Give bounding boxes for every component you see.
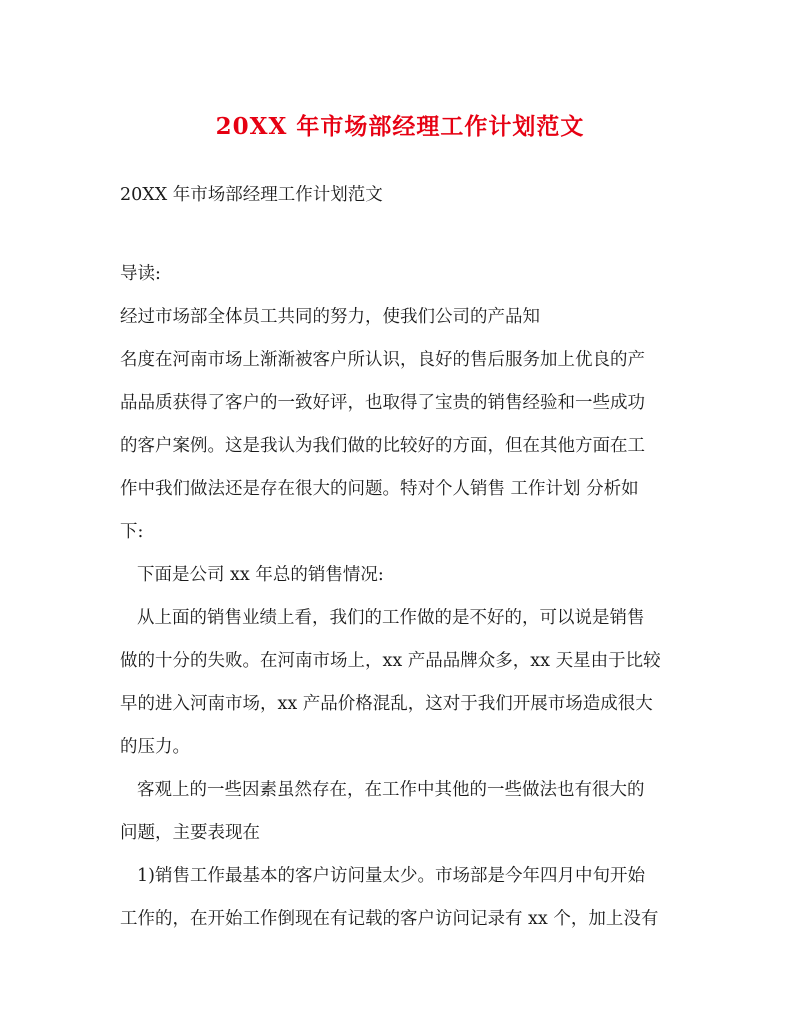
text-line: 下面是公司 xx 年总的销售情况:: [137, 565, 384, 585]
text-line: 的客户案例。这是我认为我们做的比较好的方面，但在其他方面在工: [120, 436, 645, 456]
text-line: 从上面的销售业绩上看，我们的工作做的是不好的，可以说是销售: [137, 608, 645, 628]
text-line: 品品质获得了客户的一致好评，也取得了宝贵的销售经验和一些成功: [120, 393, 645, 413]
text-line: 经过市场部全体员工共同的努力，使我们公司的产品知: [120, 307, 540, 327]
text-line: 客观上的一些因素虽然存在，在工作中其他的一些做法也有很大的: [137, 780, 645, 800]
text-line: 做的十分的失败。在河南市场上，xx 产品品牌众多，xx 天星由于比较: [120, 651, 661, 671]
text-line: 问题，主要表现在: [120, 823, 260, 843]
document-subtitle: 20XX 年市场部经理工作计划范文: [120, 185, 383, 205]
text-line: 作中我们做法还是存在很大的问题。特对个人销售 工作计划 分析如: [120, 479, 639, 499]
text-line: 下:: [120, 522, 144, 542]
text-line: 名度在河南市场上渐渐被客户所认识，良好的售后服务加上优良的产: [120, 350, 645, 370]
document-title: 20XX 年市场部经理工作计划范文: [215, 113, 585, 140]
text-line: 导读:: [120, 264, 161, 284]
text-line: 早的进入河南市场，xx 产品价格混乱，这对于我们开展市场造成很大: [120, 694, 653, 714]
text-line: 的压力。: [120, 737, 190, 757]
text-line: 1)销售工作最基本的客户访问量太少。市场部是今年四月中旬开始: [137, 866, 645, 886]
text-line: 工作的，在开始工作倒现在有记载的客户访问记录有 xx 个，加上没有: [120, 909, 659, 929]
